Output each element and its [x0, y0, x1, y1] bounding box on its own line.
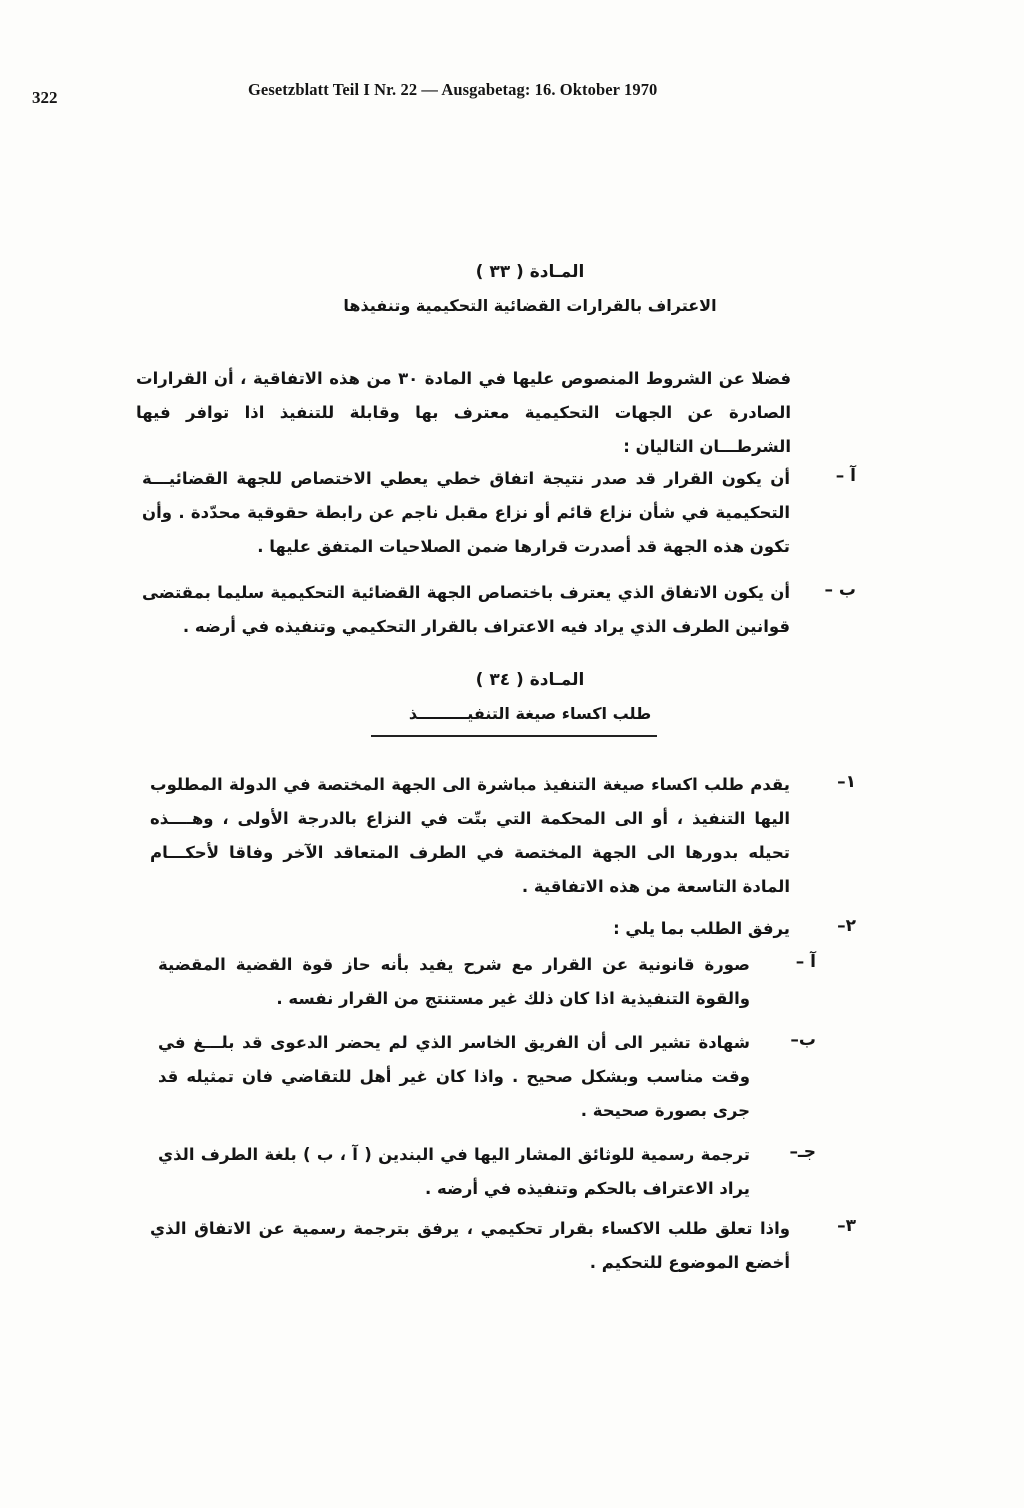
article-34-subitem-a-marker: آ – — [795, 952, 816, 972]
article-33-item-b-text: أن يكون الاتفاق الذي يعترف باختصاص الجهة القضائية التحكيمية سليما بمقتضى قوانين الطرف الذي يراد فيه الاعتراف بالقرار التحكيمي وتنفيذه في أرضه . — [142, 583, 790, 636]
running-head: Gesetzblatt Teil I Nr. 22 — Ausgabetag: 16. Oktober 1970 — [248, 80, 658, 99]
article-33-item-b-marker: ب – — [824, 580, 856, 600]
article-34-item-3-marker: ٣– — [837, 1216, 856, 1236]
article-34-subitem-c-marker: جـ– — [789, 1142, 816, 1162]
article-34-title-underline — [371, 735, 657, 737]
article-34-item-2-text: يرفق الطلب بما يلي : — [613, 919, 790, 938]
article-34-subitem-a-text: صورة قانونية عن القرار مع شرح يفيد بأنه حاز قوة القضية المقضية والقوة التنفيذية اذا كان ذلك غير مستنتج من القرار نفسه . — [158, 955, 750, 1008]
article-34-heading: المـادة ( ٣٤ ) — [475, 670, 585, 690]
article-34-item-1-text: يقدم طلب اكساء صيغة التنفيذ مباشرة الى الجهة المختصة في الدولة المطلوب اليها التنفيذ ، أو الى المحكمة التي بتّت في النزاع بالدرجة الأولى ، وهــــذه تحيله بدورها الى الجهة المختصة في الطرف المتعاقد الآخر وفاقا لأحكـــام المادة التاسعة من هذه الاتفاقية . — [150, 775, 790, 896]
article-33-intro: فضلا عن الشروط المنصوص عليها في المادة ٣٠ من هذه الاتفاقية ، أن القرارات الصادرة عن الجهات التحكيمية معترف بها وقابلة للتنفيذ اذا توافر فيها الشرطـــان التاليان : — [136, 369, 792, 456]
article-34-item-3-text: واذا تعلق طلب الاكساء بقرار تحكيمي ، يرفق بترجمة رسمية عن الاتفاق الذي أخضع الموضوع للتحكيم . — [150, 1219, 790, 1272]
page-header — [30, 76, 790, 106]
page-number: 322 — [32, 88, 58, 107]
article-33-heading: المـادة ( ٣٣ ) — [475, 262, 585, 282]
article-34-title: طلب اكساء صيغة التنفيـــــــــذ — [408, 704, 652, 723]
article-33-item-a-text: أن يكون القرار قد صدر نتيجة اتفاق خطي يعطي الاختصاص للجهة القضائيـــة التحكيمية في شأن نزاع قائم أو نزاع مقبل ناجم عن رابطة حقوقية محدّدة . وأن تكون هذه الجهة قد أصدرت قرارها ضمن الصلاحيات المتفق عليها . — [142, 469, 790, 556]
article-34-item-2-marker: ٢– — [837, 916, 856, 936]
article-34-subitem-b-marker: ب– — [790, 1030, 816, 1050]
article-34-item-1-marker: ١– — [837, 772, 856, 792]
article-33-title: الاعتراف بالقرارات القضائية التحكيمية وتنفيذها — [343, 296, 717, 315]
article-33-item-a-marker: آ – — [835, 466, 856, 486]
article-34-subitem-b-text: شهادة تشير الى أن الفريق الخاسر الذي لم يحضر الدعوى قد بلـــغ في وقت مناسب وبشكل صحيح . واذا كان غير أهل للتقاضي فان تمثيله قد جرى بصورة صحيحة . — [158, 1033, 750, 1120]
article-34-subitem-c-text: ترجمة رسمية للوثائق المشار اليها في البندين ( آ ، ب ) بلغة الطرف الذي يراد الاعتراف بالحكم وتنفيذه في أرضه . — [158, 1145, 750, 1198]
